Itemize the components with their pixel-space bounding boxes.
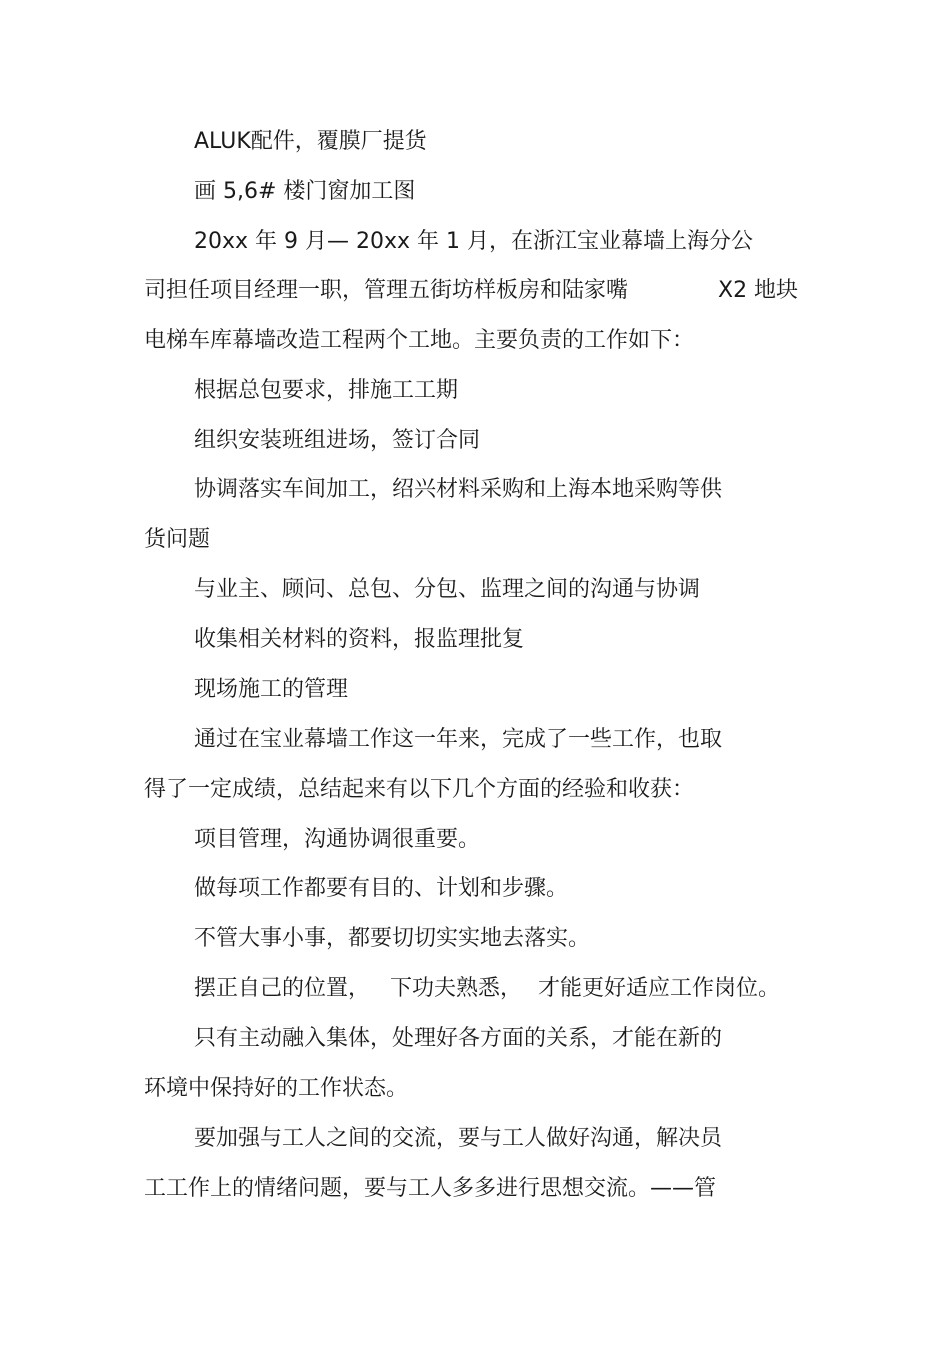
text-line-18a: 摆正自己的位置， <box>194 976 371 1001</box>
text-line-7: 组织安装班组进场，签订合同 <box>194 428 481 453</box>
text-line-20: 环境中保持好的工作状态。 <box>144 1076 409 1101</box>
text-line-5: 电梯车库幕墙改造工程两个工地。主要负责的工作如下： <box>144 328 695 353</box>
text-line-3: 20xx 年 9 月— 20xx 年 1 月，在浙江宝业幕墙上海分公 <box>194 229 754 254</box>
text-line-2: 画 5,6# 楼门窗加工图 <box>194 179 416 204</box>
text-line-19: 只有主动融入集体，处理好各方面的关系，才能在新的 <box>194 1026 723 1051</box>
text-line-18b: 下功夫熟悉， <box>390 976 523 1001</box>
text-line-13: 通过在宝业幕墙工作这一年来，完成了一些工作，也取 <box>194 727 723 752</box>
text-line-15: 项目管理，沟通协调很重要。 <box>194 827 481 852</box>
text-line-21: 要加强与工人之间的交流，要与工人做好沟通，解决员 <box>194 1126 723 1151</box>
text-line-10: 与业主、顾问、总包、分包、监理之间的沟通与协调 <box>194 577 701 602</box>
text-line-14: 得了一定成绩，总结起来有以下几个方面的经验和收获： <box>144 777 695 802</box>
text-line-4: 司担任项目经理一职，管理五街坊样板房和陆家嘴 <box>144 278 629 303</box>
text-line-12: 现场施工的管理 <box>194 677 349 702</box>
text-line-11: 收集相关材料的资料，报监理批复 <box>194 627 525 652</box>
text-line-18c: 才能更好适应工作岗位。 <box>538 976 781 1001</box>
text-line-1: ALUK配件，覆膜厂提货 <box>194 129 427 154</box>
text-line-4-tail: X2 地块 <box>718 278 799 303</box>
text-line-16: 做每项工作都要有目的、计划和步骤。 <box>194 876 569 901</box>
text-line-6: 根据总包要求，排施工工期 <box>194 378 459 403</box>
text-line-17: 不管大事小事，都要切切实实地去落实。 <box>194 926 591 951</box>
text-line-9: 货问题 <box>144 527 211 552</box>
text-line-22: 工工作上的情绪问题，要与工人多多进行思想交流。——管 <box>144 1176 717 1201</box>
text-line-8: 协调落实车间加工，绍兴材料采购和上海本地采购等供 <box>194 477 723 502</box>
